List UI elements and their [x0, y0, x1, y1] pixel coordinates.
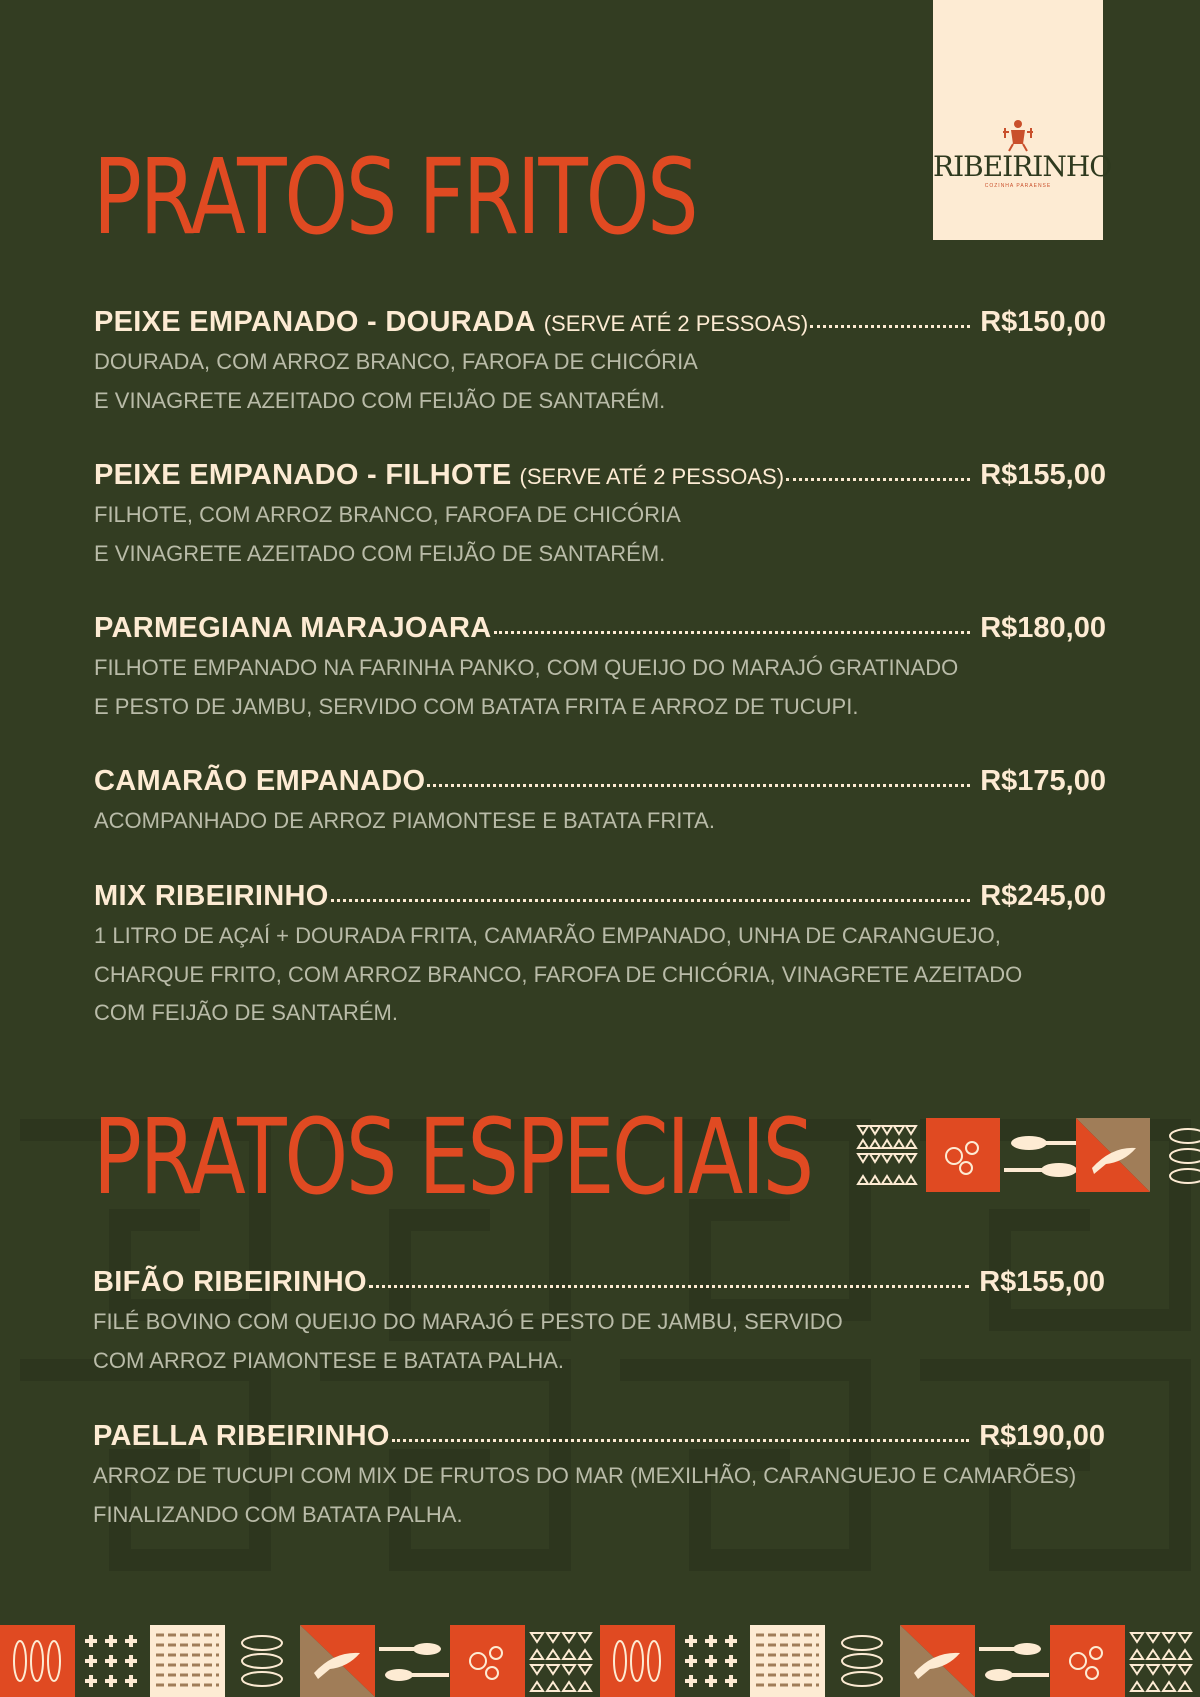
item-price: R$190,00: [979, 1420, 1105, 1452]
dot-leader: [494, 630, 971, 634]
item-name: CAMARÃO EMPANADO: [94, 765, 426, 797]
item-description-line: FINALIZANDO COM BATATA PALHA.: [93, 1501, 463, 1527]
dot-leader: [331, 898, 971, 902]
item-price: R$155,00: [979, 1266, 1105, 1298]
logo-tagline: COZINHA PARAENSE: [984, 183, 1052, 189]
menu-item: [94, 612, 1106, 726]
menu-item: [93, 1420, 1105, 1534]
section-title-pratos-especiais: PRATOS ESPECIAIS: [93, 1096, 812, 1218]
menu-item: [94, 880, 1106, 1033]
dot-leader: [392, 1438, 970, 1442]
item-description-line: COM ARROZ PIAMONTESE E BATATA PALHA.: [93, 1347, 565, 1373]
item-price: R$150,00: [980, 306, 1106, 338]
logo-box: [933, 0, 1112, 240]
section-title-pratos-fritos: PRATOS FRITOS: [93, 136, 697, 258]
item-description-line: FILHOTE, COM ARROZ BRANCO, FAROFA DE CHICÓRIA: [94, 502, 681, 527]
heron-icon: [1076, 1118, 1150, 1192]
item-name: BIFÃO RIBEIRINHO: [93, 1266, 367, 1298]
item-description-line: E VINAGRETE AZEITADO COM FEIJÃO DE SANTARÉM.: [94, 387, 666, 413]
triangles-pattern-icon: [858, 1126, 916, 1184]
item-name: PEIXE EMPANADO - FILHOTE: [94, 459, 512, 491]
item-name: MIX RIBEIRINHO: [94, 880, 329, 912]
item-description: [94, 802, 1106, 841]
menu-item: [93, 1266, 1105, 1380]
decorative-tiles-header: [854, 1118, 1200, 1194]
item-description-line: 1 LITRO DE AÇAÍ + DOURADA FRITA, CAMARÃO EMPANADO, UNHA DE CARANGUEJO,: [94, 923, 1001, 948]
item-note: (SERVE ATÉ 2 PESSOAS): [543, 311, 809, 336]
dot-leader: [369, 1284, 969, 1288]
item-description: [94, 917, 1106, 1033]
item-description-line: E PESTO DE JAMBU, SERVIDO COM BATATA FRITA E ARROZ DE TUCUPI.: [94, 693, 859, 719]
item-description-line: FILÉ BOVINO COM QUEIJO DO MARAJÓ E PESTO DE JAMBU, SERVIDO: [93, 1309, 843, 1334]
item-price: R$155,00: [980, 459, 1106, 491]
item-description-line: ACOMPANHADO DE ARROZ PIAMONTESE E BATATA FRITA.: [94, 808, 715, 833]
item-description-line: ARROZ DE TUCUPI COM MIX DE FRUTOS DO MAR (MEXILHÃO, CARANGUEJO E CAMARÕES): [93, 1463, 1077, 1488]
item-description: [94, 343, 1106, 420]
item-description-line: E VINAGRETE AZEITADO COM FEIJÃO DE SANTARÉM.: [94, 540, 666, 566]
item-description: [93, 1303, 1105, 1380]
dot-leader: [810, 324, 970, 328]
item-price: R$245,00: [980, 880, 1106, 912]
item-name: PAELLA RIBEIRINHO: [93, 1420, 390, 1452]
item-name: PEIXE EMPANADO - DOURADA: [94, 306, 536, 338]
dot-leader: [427, 783, 970, 787]
paddles-icon: [1004, 1136, 1084, 1177]
item-description: [94, 649, 1106, 726]
menu-item: [94, 459, 1106, 573]
item-price: R$180,00: [980, 612, 1106, 644]
logo-figure-icon: [999, 118, 1037, 152]
item-name: PARMEGIANA MARAJOARA: [94, 612, 492, 644]
boats-icon: [1170, 1129, 1200, 1183]
decorative-tiles-footer: [0, 1625, 1200, 1697]
item-description: [94, 496, 1106, 573]
menu-item: [94, 306, 1106, 420]
item-description: [93, 1457, 1105, 1534]
dot-leader: [786, 477, 970, 481]
item-description-line: CHARQUE FRITO, COM ARROZ BRANCO, FAROFA DE CHICÓRIA, VINAGRETE AZEITADO: [94, 961, 1023, 987]
logo-name: RIBEIRINHO: [933, 150, 1112, 183]
item-description-line: DOURADA, COM ARROZ BRANCO, FAROFA DE CHICÓRIA: [94, 349, 698, 374]
item-description-line: FILHOTE EMPANADO NA FARINHA PANKO, COM QUEIJO DO MARAJÓ GRATINADO: [94, 655, 959, 680]
item-price: R$175,00: [980, 765, 1106, 797]
item-note: (SERVE ATÉ 2 PESSOAS): [519, 464, 785, 489]
fish-swirl-icon: [926, 1118, 1000, 1192]
menu-item: [94, 765, 1106, 841]
item-description-line: COM FEIJÃO DE SANTARÉM.: [94, 1000, 398, 1025]
